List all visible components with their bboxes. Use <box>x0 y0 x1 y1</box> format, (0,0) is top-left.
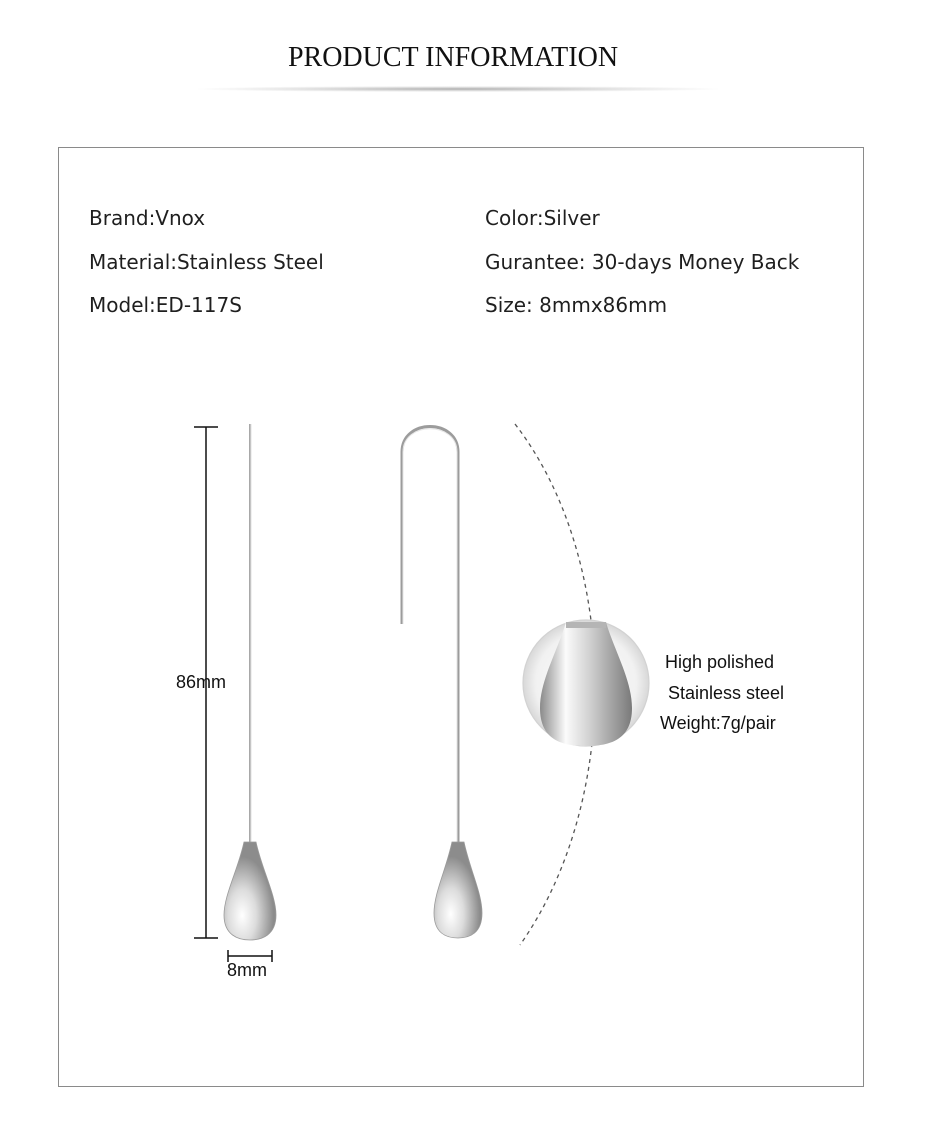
spec-guarantee: Gurantee: 30-days Money Back <box>485 250 800 274</box>
detail-material: Stainless steel <box>668 683 785 703</box>
spec-color: Color:Silver <box>485 206 600 230</box>
earring-front-view <box>402 427 482 939</box>
spec-material: Material:Stainless Steel <box>89 250 324 274</box>
spec-model: Model:ED-117S <box>89 293 242 317</box>
detail-polish: High polished <box>665 652 775 672</box>
zoom-circle <box>523 620 649 746</box>
spec-brand: Brand:Vnox <box>89 206 206 230</box>
spec-size: Size: 8mmx86mm <box>485 293 668 317</box>
width-label: 8mm <box>227 960 267 980</box>
detail-weight: Weight:7g/pair <box>660 713 776 733</box>
earring-side-view <box>224 424 276 940</box>
section-title: PRODUCT INFORMATION <box>287 42 619 73</box>
length-label: 86mm <box>176 672 227 692</box>
